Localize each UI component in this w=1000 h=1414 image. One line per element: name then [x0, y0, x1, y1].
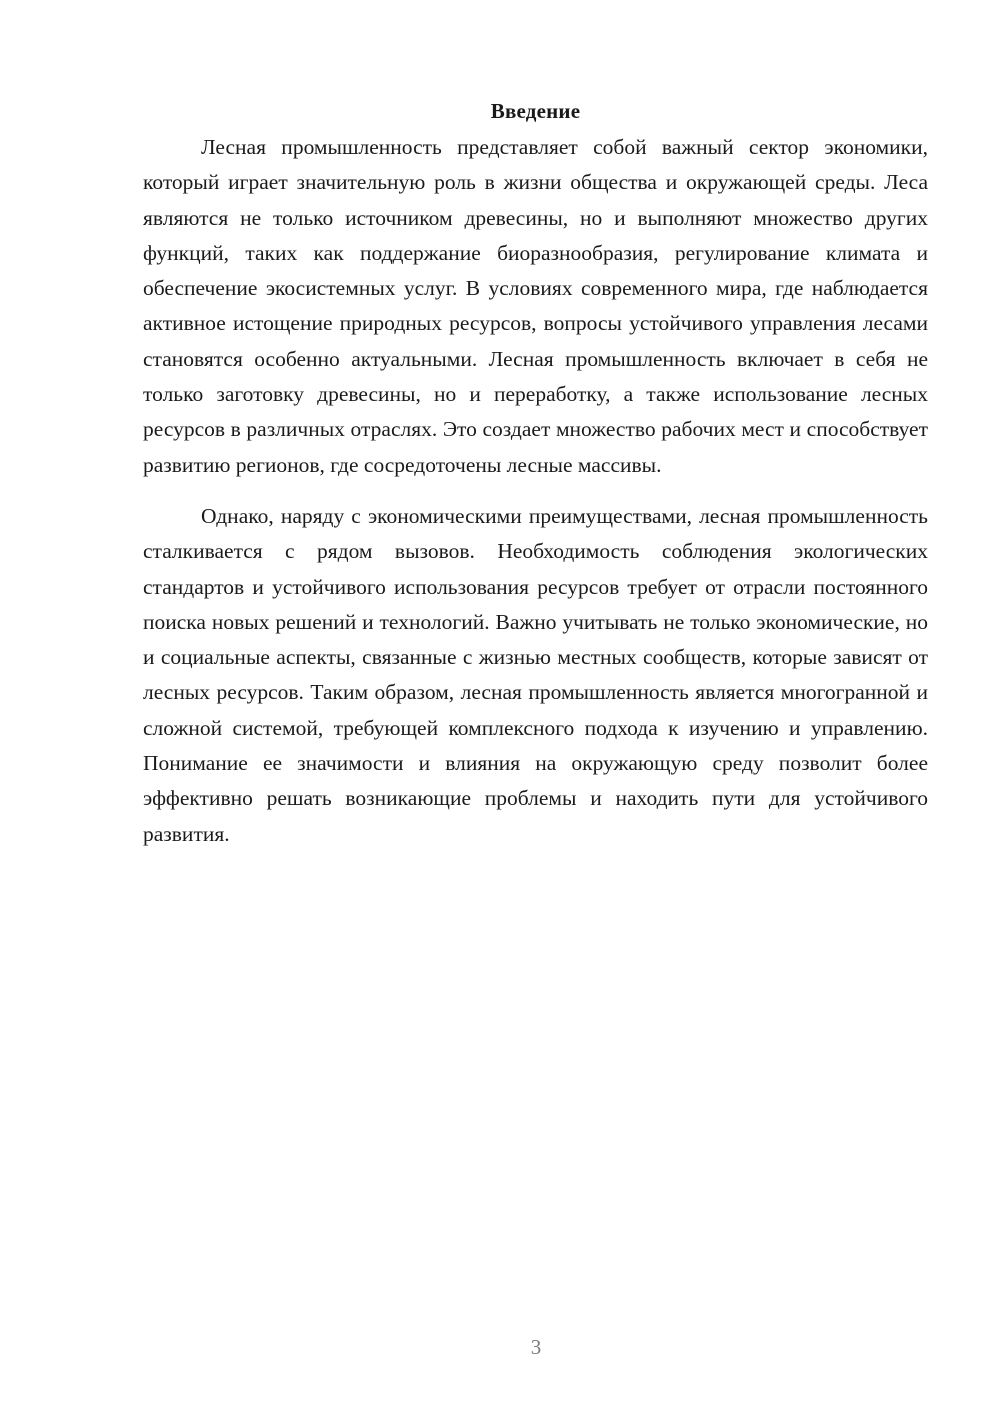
page-content [143, 96, 928, 852]
section-heading: Введение [490, 99, 581, 123]
paragraph-2: Однако, наряду с экономическими преимуществами, лесная промышленность сталкивается с рядом вызовов. Необходимость соблюдения экологических стандартов и устойчивого использования ресурсов требует от отрасли постоянного поиска новых решений и технологий. Важно учитывать не только экономические, но и социальные аспекты, связанные с жизнью местных сообществ, которые зависят от лесных ресурсов. Таким образом, лесная промышленность является многогранной и сложной системой, требующей комплексного подхода к изучению и управлению. Понимание ее значимости и влияния на окружающую среду позволит более эффективно решать возникающие проблемы и находить пути для устойчивого развития. [143, 503, 928, 846]
page-number: 3 [530, 1335, 542, 1359]
paragraph-1: Лесная промышленность представляет собой важный сектор экономики, который играет значительную роль в жизни общества и окружающей среды. Леса являются не только источником древесины, но и выполняют множество других функций, таких как поддержание биоразнообразия, регулирование климата и обеспечение экосистемных услуг. В условиях современного мира, где наблюдается активное истощение природных ресурсов, вопросы устойчивого управления лесами становятся особенно актуальными. Лесная промышленность включает в себя не только заготовку древесины, но и переработку, а также использование лесных ресурсов в различных отраслях. Это создает множество рабочих мест и способствует развитию регионов, где сосредоточены лесные массивы. [143, 135, 928, 477]
